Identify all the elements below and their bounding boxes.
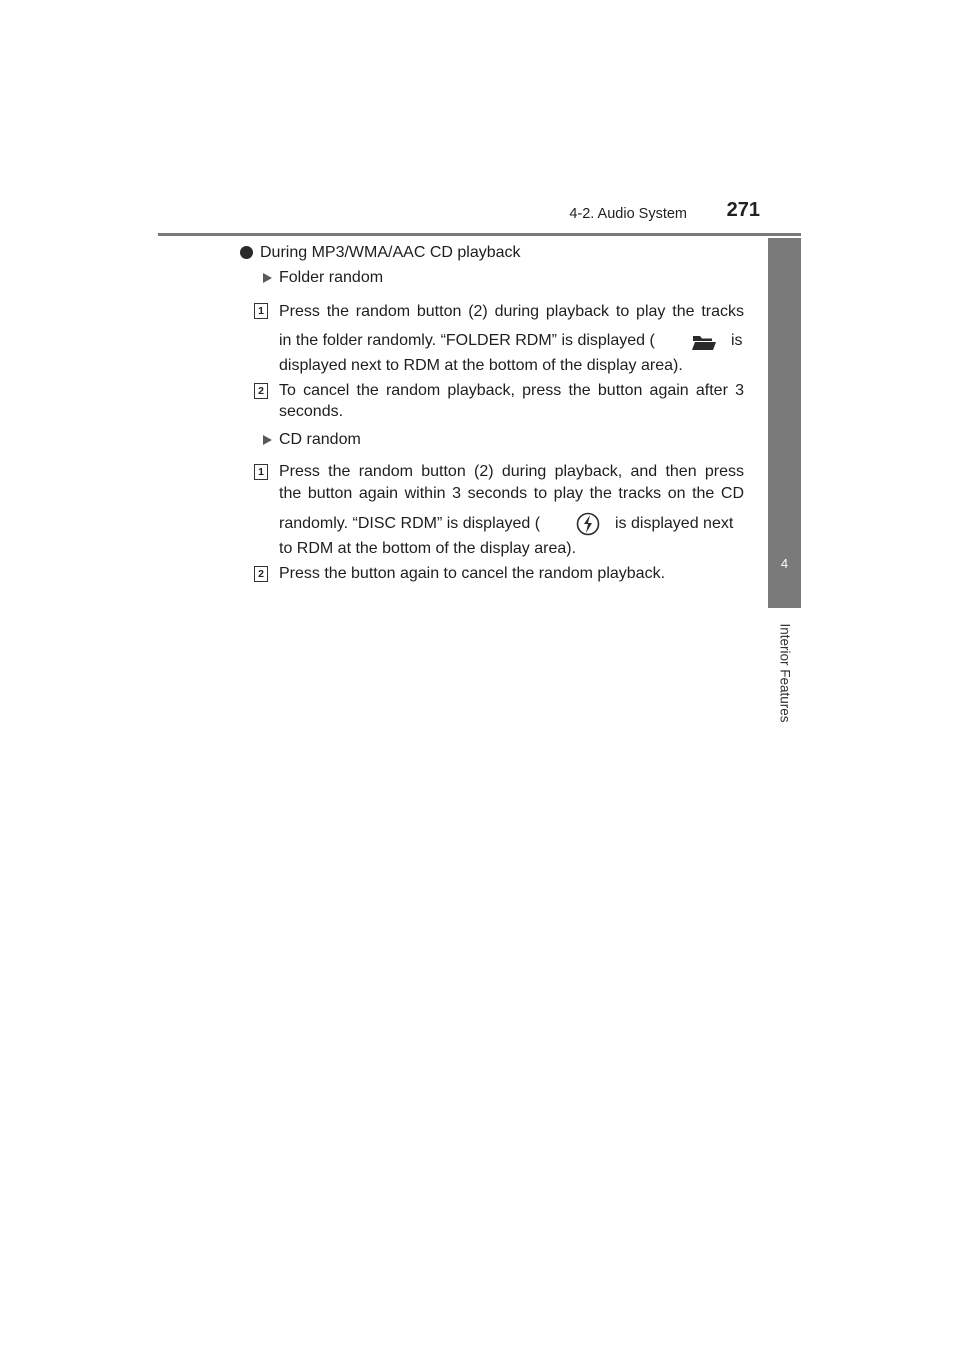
chapter-label-text: Interior Features [777,623,793,723]
cd-step1-line1: Press the random button (2) during playback, and then press [279,463,744,480]
folder-step1-line2b: is [731,332,743,349]
disc-icon [575,511,601,537]
step-number-2: 2 [254,383,268,399]
folder-step1-line2a: in the folder randomly. “FOLDER RDM” is displayed ( [279,332,655,349]
step-number-1: 1 [254,303,268,319]
folder-step1-line3: displayed next to RDM at the bottom of the display area). [279,357,683,374]
folder-step2-line2: seconds. [279,403,344,420]
cd-step1-line3b: is displayed next [615,515,734,532]
bullet-icon [240,246,253,259]
chapter-number: 4 [780,556,789,571]
folder-step2-line1: To cancel the random playback, press the button again after 3 [279,382,744,399]
page-number: 271 [726,199,760,221]
chapter-label [766,612,804,734]
arrow-right-icon [263,273,272,283]
bullet-heading: During MP3/WMA/AAC CD playback [260,244,521,261]
chapter-tab [768,238,801,608]
cd-step2-line1: Press the button again to cancel the random playback. [279,565,666,582]
section-title: 4-2. Audio System [569,206,687,222]
subheading-folder-random: Folder random [279,269,384,286]
subheading-cd-random: CD random [279,431,361,448]
arrow-right-icon [263,435,272,445]
cd-step1-line4: to RDM at the bottom of the display area). [279,540,577,557]
folder-step1-line1: Press the random button (2) during playback to play the tracks [279,303,744,320]
folder-icon [690,331,718,353]
header-divider [158,233,801,236]
cd-step1-line2: the button again within 3 seconds to play the tracks on the CD [279,485,744,502]
step-number-2: 2 [254,566,268,582]
step-number-1: 1 [254,464,268,480]
cd-step1-line3a: randomly. “DISC RDM” is displayed ( [279,515,541,532]
